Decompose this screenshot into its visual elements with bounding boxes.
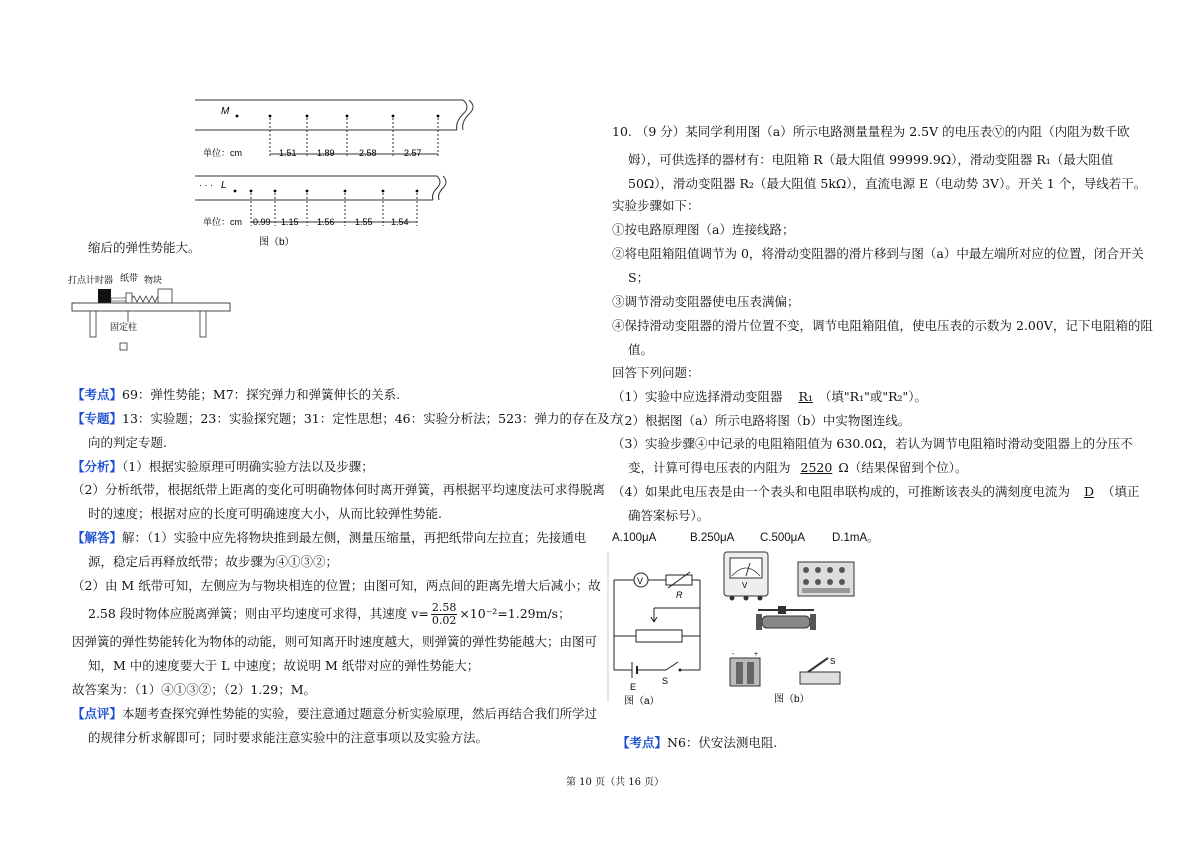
- answer-3-pre: 变，计算可得电压表的内阻为: [628, 460, 791, 475]
- answer-1-pre: （1）实验中应选择滑动变阻器: [612, 389, 783, 404]
- option-b: B.250μA: [690, 532, 735, 544]
- page-footer: 第 10 页（共 16 页）: [566, 777, 665, 788]
- jieda-text-1: 解：（1）实验中应先将物块推到最左侧，测量压缩量，再把纸带向左拉直；先接通电: [122, 530, 587, 545]
- l-segment-2: 1.15: [281, 217, 299, 227]
- fenxi-line-1: [72, 459, 374, 475]
- carry-text: 缩后的弹性势能大。: [88, 240, 201, 255]
- answer-4-value: D: [1083, 484, 1094, 499]
- tape-caption: 图（b）: [259, 237, 295, 248]
- tape-diagram: [195, 92, 480, 257]
- question-line-3: 50Ω），滑动变阻器 R₂（最大阻值 5kΩ），直流电源 E（电动势 3V）。开关 1 个，导线若干。: [628, 176, 1147, 191]
- svg-text:+: +: [754, 651, 759, 658]
- jieda-text-6: 知，M 中的速度要大于 L 中速度；故说明 M 纸带对应的弹性势能大；: [88, 658, 480, 673]
- step-2a: ②将电阻箱阻值调节为 0，将滑动变阻器的滑片移到与图（a）中最左端所对应的位置，闭合开关: [612, 246, 1144, 261]
- tape-label: 纸带: [120, 273, 139, 283]
- resistor-box-label: R: [676, 590, 683, 600]
- dianping-tag: 【点评】: [72, 706, 123, 721]
- answer-1-post: （填"R₁"或"R₂"）。: [818, 389, 927, 404]
- fenxi-text-2: （2）分析纸带，根据纸带上距离的变化可明确物体何时离开弹簧，再根据平均速度法可求得脱离: [72, 482, 605, 497]
- zhuanti-line-1: [72, 411, 622, 427]
- kaodian-tag: 【考点】: [72, 387, 123, 402]
- l-segment-1: 0.99: [253, 217, 271, 227]
- option-d: D.1mA。: [832, 532, 879, 544]
- l-segment-4: 1.55: [355, 217, 373, 227]
- right-kaodian-tag: 【考点】: [617, 735, 668, 750]
- step-1: ①按电路原理图（a）连接线路；: [612, 222, 795, 237]
- fraction-numerator: 2.58: [431, 601, 457, 614]
- jieda-text-7: 故答案为：（1）④①③②；（2）1.29；M。: [72, 682, 317, 697]
- step-4b: 值。: [628, 342, 654, 357]
- jieda-text-2: 源，稳定后再释放纸带；故步骤为④①③②；: [88, 554, 339, 569]
- option-c: C.500μA: [760, 532, 805, 544]
- right-kaodian-text: N6：伏安法测电阻.: [667, 735, 778, 750]
- timer-label: 打点计时器: [68, 275, 114, 285]
- answer-4b: 确答案标号）。: [628, 508, 710, 523]
- jieda-line-4: [88, 602, 571, 627]
- zhuanti-tag: 【专题】: [72, 411, 123, 426]
- zhuanti-text-2: 向的判定专题.: [88, 435, 167, 450]
- svg-text:S: S: [830, 657, 836, 666]
- apparatus-figure: [68, 272, 238, 354]
- l-segment-5: 1.54: [391, 217, 409, 227]
- answer-1-value: R₁: [798, 389, 813, 404]
- fraction-denominator: 0.02: [431, 614, 457, 627]
- circuit-diagram-a: [606, 552, 716, 706]
- pillar-label: 固定柱: [110, 322, 138, 332]
- answer-3-value: 2520: [800, 460, 833, 475]
- caption-a: 图（a）: [624, 696, 660, 706]
- answer-4a: [612, 484, 1140, 500]
- svg-text:-: -: [732, 651, 735, 658]
- apparatus-diagram-b: [718, 548, 868, 706]
- answer-4-post: （填正: [1102, 484, 1140, 499]
- right-kaodian-line: [617, 735, 777, 751]
- zhuanti-text-1: 13：实验题；23：实验探究题；31：定性思想；46：实验分析法；523：弹力的存在及方: [122, 411, 622, 426]
- tape-l-label: L: [221, 180, 227, 191]
- answer-3-post: Ω（结果保留到个位）。: [838, 460, 968, 475]
- step-3: ③调节滑动变阻器使电压表满偏；: [612, 294, 800, 309]
- jieda-text-3: （2）由 M 纸带可知，左侧应为与物块相连的位置；由图可知，两点间的距离先增大后减小；故: [72, 578, 601, 593]
- step-4a: ④保持滑动变阻器的滑片位置不变，调节电阻箱阻值，使电压表的示数为 2.00V，记下电阻箱的阻: [612, 318, 1153, 333]
- answer-3b: [628, 460, 967, 476]
- dianping-line-1: [72, 706, 597, 722]
- svg-text:· · ·: · · ·: [199, 180, 213, 190]
- question-line-1: 10. （9 分）某同学利用图（a）所示电路测量量程为 2.5V 的电压表Ⓥ的内阻（内阻为数千欧: [612, 124, 1130, 139]
- svg-text:V: V: [742, 581, 748, 590]
- m-segment-4: 2.57: [404, 148, 422, 158]
- option-a: A.100μA: [612, 532, 657, 544]
- answer-2: （2）根据图（a）所示电路将图（b）中实物图连线。: [612, 413, 911, 428]
- answer-title: 回答下列问题：: [612, 365, 700, 380]
- fenxi-text-1: （1）根据实验原理可明确实验方法以及步骤；: [122, 459, 374, 474]
- tape-unit-label-2: 单位：cm: [203, 217, 242, 227]
- jieda-tag: 【解答】: [72, 530, 123, 545]
- tape-unit-label: 单位：cm: [203, 148, 242, 158]
- caption-b: 图（b）: [774, 694, 810, 705]
- dianping-text-2: 的规律分析求解即可；同时要求能注意实验中的注意事项以及实验方法。: [88, 730, 489, 745]
- velocity-fraction: [431, 602, 458, 627]
- jieda-text-4-post: ×10⁻²=1.29m/s；: [459, 606, 571, 621]
- fenxi-tag: 【分析】: [72, 459, 123, 474]
- dianping-text-1: 本题考查探究弹性势能的实验，要注意通过题意分析实验原理，然后再结合我们所学过: [122, 706, 598, 721]
- tape-m-label: M: [221, 106, 230, 117]
- jieda-text-5: 因弹簧的弹性势能转化为物体的动能，则可知离开时速度越大，则弹簧的弹性势能越大；由图可: [72, 634, 598, 649]
- jieda-text-4-pre: 2.58 段时物体应脱离弹簧；则由平均速度可求得，其速度 v=: [88, 606, 429, 621]
- m-segment-3: 2.58: [359, 148, 377, 158]
- question-line-2: 姆），可供选择的器材有：电阻箱 R（最大阻值 99999.9Ω），滑动变阻器 R₁（最大阻值: [628, 152, 1114, 167]
- voltmeter-label: V: [637, 576, 644, 586]
- switch-label: S: [662, 676, 669, 686]
- kaodian-text: 69：弹性势能；M7：探究弹力和弹簧伸长的关系.: [122, 387, 401, 402]
- fenxi-text-3: 时的速度；根据对应的长度可明确速度大小，从而比较弹性势能.: [88, 506, 442, 521]
- options-row: [612, 530, 879, 546]
- l-segment-3: 1.56: [317, 217, 335, 227]
- answer-3a: （3）实验步骤④中记录的电阻箱阻值为 630.0Ω，若认为调节电阻箱时滑动变阻器上的分压不: [612, 436, 1133, 451]
- answer-1: [612, 389, 927, 405]
- block-label: 物块: [144, 275, 163, 285]
- m-segment-2: 1.89: [317, 148, 335, 158]
- steps-title: 实验步骤如下：: [612, 198, 700, 213]
- jieda-line-1: [72, 530, 586, 546]
- answer-4-pre: （4）如果此电压表是由一个表头和电阻串联构成的，可推断该表头的满刻度电流为: [612, 484, 1070, 499]
- step-2b: S；: [628, 270, 650, 285]
- kaodian-line: [72, 387, 400, 403]
- m-segment-1: 1.51: [279, 148, 297, 158]
- battery-label: E: [630, 682, 637, 692]
